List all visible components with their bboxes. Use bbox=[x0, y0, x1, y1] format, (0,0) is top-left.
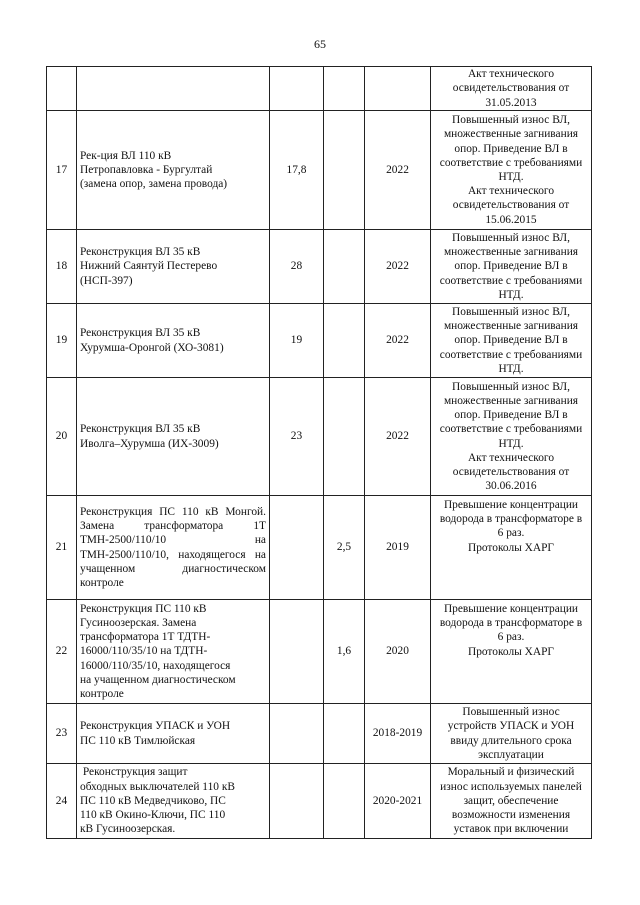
transformer-power bbox=[324, 230, 365, 304]
row-number: 21 bbox=[47, 496, 77, 600]
note-line: освидетельствования от bbox=[452, 465, 570, 478]
year bbox=[365, 67, 431, 111]
name-line: Реконструкция ВЛ 35 кВ bbox=[80, 423, 201, 436]
note-line: возможности изменения bbox=[451, 809, 571, 822]
project-name bbox=[77, 67, 270, 111]
project-name bbox=[77, 230, 270, 304]
project-name: Реконструкция ПС 110 кВ Монгой. Замена трансформатора 1Т ТМН-2500/110/10 на ТМН-2500/110/10, находящегося на учащенном диагностическом контроле bbox=[77, 496, 270, 600]
row-number: 18 bbox=[47, 230, 77, 304]
justification bbox=[431, 704, 592, 764]
transformer-power: 1,6 bbox=[324, 600, 365, 704]
project-name bbox=[77, 600, 270, 704]
transformer-power bbox=[324, 378, 365, 496]
note-line: освидетельствования от bbox=[452, 199, 570, 212]
note-line: устройств УПАСК и УОН bbox=[447, 720, 575, 733]
justification bbox=[431, 67, 592, 111]
note-line: Повышенный износ bbox=[462, 706, 560, 719]
justification bbox=[431, 304, 592, 378]
row-number: 24 bbox=[47, 764, 77, 839]
name-line: Хурумша-Оронгой (ХО-3081) bbox=[80, 341, 224, 354]
justification bbox=[431, 496, 592, 600]
line-length: 19 bbox=[270, 304, 324, 378]
line-length: 17,8 bbox=[270, 111, 324, 230]
name-line: Гусиноозерская. Замена bbox=[80, 616, 197, 629]
year: 2020-2021 bbox=[365, 764, 431, 839]
note-line: соответствие с требованиями bbox=[439, 348, 583, 361]
justification bbox=[431, 111, 592, 230]
name-line: (НСП-397) bbox=[80, 274, 133, 287]
row-number: 20 bbox=[47, 378, 77, 496]
note-line: защит, обеспечение bbox=[463, 794, 559, 807]
project-name bbox=[77, 704, 270, 764]
line-length bbox=[270, 67, 324, 111]
note-line: НТД. bbox=[498, 171, 524, 183]
note-line: освидетельствования от bbox=[452, 82, 570, 95]
year: 2019 bbox=[365, 496, 431, 600]
transformer-power bbox=[324, 304, 365, 378]
note-line: водорода в трансформаторе в bbox=[439, 513, 583, 526]
note-line: эксплуатации bbox=[478, 748, 544, 761]
line-length: 23 bbox=[270, 378, 324, 496]
note-line: 30.06.2016 bbox=[485, 480, 537, 493]
note-line: опор. Приведение ВЛ в bbox=[454, 334, 568, 347]
year: 2020 bbox=[365, 600, 431, 704]
line-length: 28 bbox=[270, 230, 324, 304]
name-line: ПС 110 кВ Медведчиково, ПС bbox=[80, 794, 226, 807]
table-row bbox=[47, 111, 592, 230]
note-line: Акт технического bbox=[467, 451, 555, 464]
year: 2022 bbox=[365, 111, 431, 230]
transformer-power bbox=[324, 764, 365, 839]
note-line: множественные загнивания bbox=[443, 320, 579, 333]
table-row bbox=[47, 67, 592, 111]
note-line: множественные загнивания bbox=[443, 128, 579, 141]
name-line: обходных выключателей 110 кВ bbox=[80, 780, 235, 793]
note-line: множественные загнивания bbox=[443, 394, 579, 407]
name-line: на учащенном диагностическом bbox=[80, 673, 236, 686]
project-name bbox=[77, 764, 270, 839]
table-row bbox=[47, 378, 592, 496]
note-line: соответствие с требованиями bbox=[439, 274, 583, 287]
row-number: 23 bbox=[47, 704, 77, 764]
table-row bbox=[47, 230, 592, 304]
note-line: износ используемых панелей bbox=[440, 780, 582, 793]
note-line: 6 раз. bbox=[497, 527, 525, 540]
note-line: Повышенный износ ВЛ, bbox=[452, 231, 570, 244]
table-row bbox=[47, 304, 592, 378]
note-line: Повышенный износ ВЛ, bbox=[452, 305, 570, 318]
note-line: соответствие с требованиями bbox=[439, 423, 583, 436]
table-row bbox=[47, 496, 592, 600]
note-line: опор. Приведение ВЛ в bbox=[454, 260, 568, 273]
name-line: 16000/110/35/10, находящегося bbox=[80, 659, 231, 672]
note-line: Акт технического bbox=[467, 185, 555, 198]
row-number: 17 bbox=[47, 111, 77, 230]
table-row bbox=[47, 704, 592, 764]
note-line: опор. Приведение ВЛ в bbox=[454, 409, 568, 422]
table-row bbox=[47, 600, 592, 704]
note-line: опор. Приведение ВЛ в bbox=[454, 142, 568, 155]
note-line: Повышенный износ ВЛ, bbox=[452, 114, 570, 127]
project-name bbox=[77, 304, 270, 378]
year: 2022 bbox=[365, 378, 431, 496]
note-line: 6 раз. bbox=[497, 631, 525, 644]
note-line: множественные загнивания bbox=[443, 246, 579, 259]
name-line: ПС 110 кВ Тимлюйская bbox=[80, 734, 196, 747]
name-line: контроле bbox=[80, 688, 124, 700]
row-number: 22 bbox=[47, 600, 77, 704]
note-line: НТД. bbox=[498, 362, 524, 375]
year: 2022 bbox=[365, 230, 431, 304]
note-line: Акт технического bbox=[467, 68, 555, 81]
note-line: Превышение концентрации bbox=[443, 499, 579, 511]
note-line: водорода в трансформаторе в bbox=[439, 617, 583, 630]
table-body bbox=[47, 67, 592, 839]
note-line: НТД. bbox=[498, 288, 524, 301]
line-length bbox=[270, 764, 324, 839]
transformer-power bbox=[324, 67, 365, 111]
note-line: 15.06.2015 bbox=[485, 213, 537, 226]
name-line: Рек-ция ВЛ 110 кВ bbox=[80, 149, 172, 162]
note-line: 31.05.2013 bbox=[485, 96, 537, 109]
name-line: 110 кВ Окино-Ключи, ПС 110 bbox=[80, 809, 226, 822]
name-line: кВ Гусиноозерская. bbox=[80, 823, 176, 836]
note-line: ввиду длительного срока bbox=[450, 734, 572, 747]
year: 2022 bbox=[365, 304, 431, 378]
note-line: Повышенный износ ВЛ, bbox=[452, 380, 570, 393]
name-line: Реконструкция УПАСК и УОН bbox=[80, 720, 231, 733]
page-number: 65 bbox=[314, 37, 326, 51]
name-line: Иволга–Хурумша (ИХ-3009) bbox=[80, 437, 219, 450]
note-line: Протоколы ХАРГ bbox=[467, 541, 555, 554]
note-line: Моральный и физический bbox=[447, 766, 575, 779]
row-number bbox=[47, 67, 77, 111]
line-length bbox=[270, 496, 324, 600]
justification bbox=[431, 600, 592, 704]
name-line: (замена опор, замена провода) bbox=[80, 178, 228, 191]
line-length bbox=[270, 704, 324, 764]
reconstruction-table bbox=[46, 66, 592, 839]
name-line: Реконструкция защит bbox=[80, 766, 188, 779]
name-line: 16000/110/35/10 на ТДТН- bbox=[80, 645, 208, 658]
name-line: Петропавловка - Бургултай bbox=[80, 163, 213, 176]
year: 2018-2019 bbox=[365, 704, 431, 764]
name-line: Реконструкция ВЛ 35 кВ bbox=[80, 246, 201, 259]
justification bbox=[431, 230, 592, 304]
note-line: соответствие с требованиями bbox=[439, 156, 583, 169]
note-line: Протоколы ХАРГ bbox=[467, 645, 555, 658]
line-length bbox=[270, 600, 324, 704]
transformer-power bbox=[324, 111, 365, 230]
name-line: трансформатора 1Т ТДТН- bbox=[80, 631, 211, 644]
name-line: Реконструкция ВЛ 35 кВ bbox=[80, 327, 201, 340]
justification bbox=[431, 378, 592, 496]
note-line: НТД. bbox=[498, 437, 524, 450]
project-name bbox=[77, 111, 270, 230]
project-name bbox=[77, 378, 270, 496]
transformer-power bbox=[324, 704, 365, 764]
note-line: Превышение концентрации bbox=[443, 603, 579, 615]
name-line: Нижний Саянтуй Пестерево bbox=[80, 260, 218, 273]
justification bbox=[431, 764, 592, 839]
row-number: 19 bbox=[47, 304, 77, 378]
transformer-power: 2,5 bbox=[324, 496, 365, 600]
name-line: Реконструкция ПС 110 кВ bbox=[80, 602, 207, 615]
table-row bbox=[47, 764, 592, 839]
note-line: уставок при включении bbox=[453, 823, 569, 836]
